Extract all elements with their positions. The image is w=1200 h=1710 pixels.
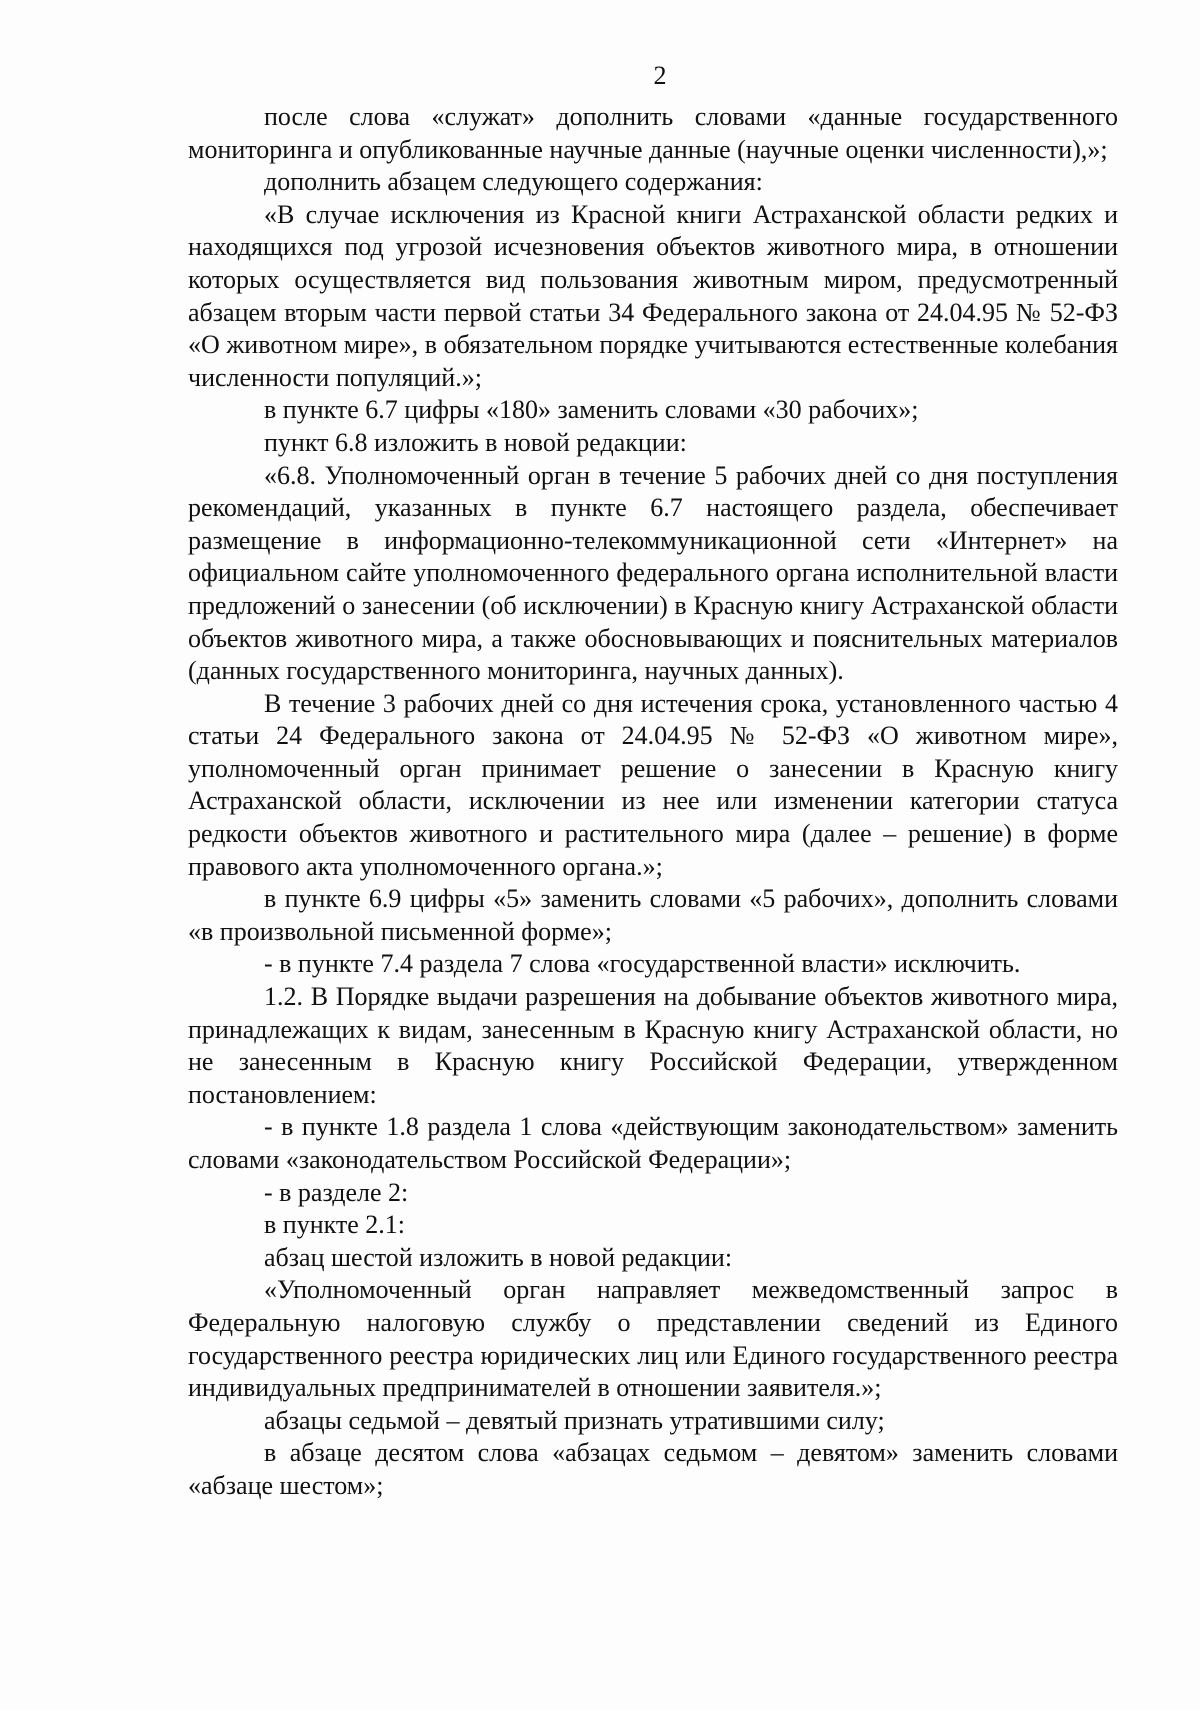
paragraph: В течение 3 рабочих дней со дня истечения срока, установленного частью 4 статьи 24 Федерального закона от 24.04.95 № 52-ФЗ «О животном мире», уполномоченный орган принимает решение о занесении в Красную книгу Астраханской области, исключении из нее или изменении категории статуса редкости объектов животного и растительного мира (далее – решение) в форме правового акта уполномоченного органа.»; bbox=[188, 688, 1118, 881]
page-number: 2 bbox=[653, 61, 667, 90]
paragraph: дополнить абзацем следующего содержания: bbox=[264, 167, 763, 197]
paragraph: - в разделе 2: bbox=[264, 1177, 409, 1207]
paragraph: в пункте 2.1: bbox=[264, 1210, 406, 1240]
paragraph: пункт 6.8 изложить в новой редакции: bbox=[264, 427, 687, 457]
paragraph: абзац шестой изложить в новой редакции: bbox=[264, 1242, 733, 1272]
paragraph: в пункте 6.9 цифры «5» заменить словами «5 рабочих», дополнить словами «в произвольной письменной форме»; bbox=[188, 884, 1118, 946]
paragraph: 1.2. В Порядке выдачи разрешения на добывание объектов животного мира, принадлежащих к видам, занесенным в Красную книгу Астраханской области, но не занесенным в Красную книгу Российской Федерации, утвержденном постановлением: bbox=[188, 982, 1118, 1109]
paragraph: «6.8. Уполномоченный орган в течение 5 рабочих дней со дня поступления рекомендаций, указанных в пункте 6.7 настоящего раздела, обеспечивает размещение в информационно-телекоммуникационной сети «Интернет» на официальном сайте уполномоченного федерального органа исполнительной власти предложений о занесении (об исключении) в Красную книгу Астраханской области объектов животного мира, а также обосновывающих и пояснительных материалов (данных государственного мониторинга, научных данных). bbox=[188, 460, 1118, 686]
paragraph: «Уполномоченный орган направляет межведомственный запрос в Федеральную налоговую службу о представлении сведений из Единого государственного реестра юридических лиц или Единого государственного реестра индивидуальных предпринимателей в отношении заявителя.»; bbox=[188, 1275, 1118, 1403]
paragraph: после слова «служат» дополнить словами «данные государственного мониторинга и опубликованные научные данные (научные оценки численности),»; bbox=[188, 102, 1118, 164]
document-body bbox=[188, 101, 1118, 1503]
paragraph: абзацы седьмой – девятый признать утратившими силу; bbox=[264, 1405, 885, 1435]
paragraph: в пункте 6.7 цифры «180» заменить словами «30 рабочих»; bbox=[264, 395, 919, 425]
paragraph: - в пункте 7.4 раздела 7 слова «государственной власти» исключить. bbox=[264, 949, 1021, 979]
paragraph: - в пункте 1.8 раздела 1 слова «действующим законодательством» заменить словами «законодательством Российской Федерации»; bbox=[188, 1112, 1118, 1174]
paragraph: «В случае исключения из Красной книги Астраханской области редких и находящихся под угрозой исчезновения объектов животного мира, в отношении которых осуществляется вид пользования животным миром, предусмотренный абзацем вторым части первой статьи 34 Федерального закона от 24.04.95 № 52-ФЗ «О животном мире», в обязательном порядке учитываются естественные колебания численности популяций.»; bbox=[188, 199, 1118, 392]
paragraph: в абзаце десятом слова «абзацах седьмом – девятом» заменить словами «абзаце шестом»; bbox=[188, 1438, 1118, 1500]
